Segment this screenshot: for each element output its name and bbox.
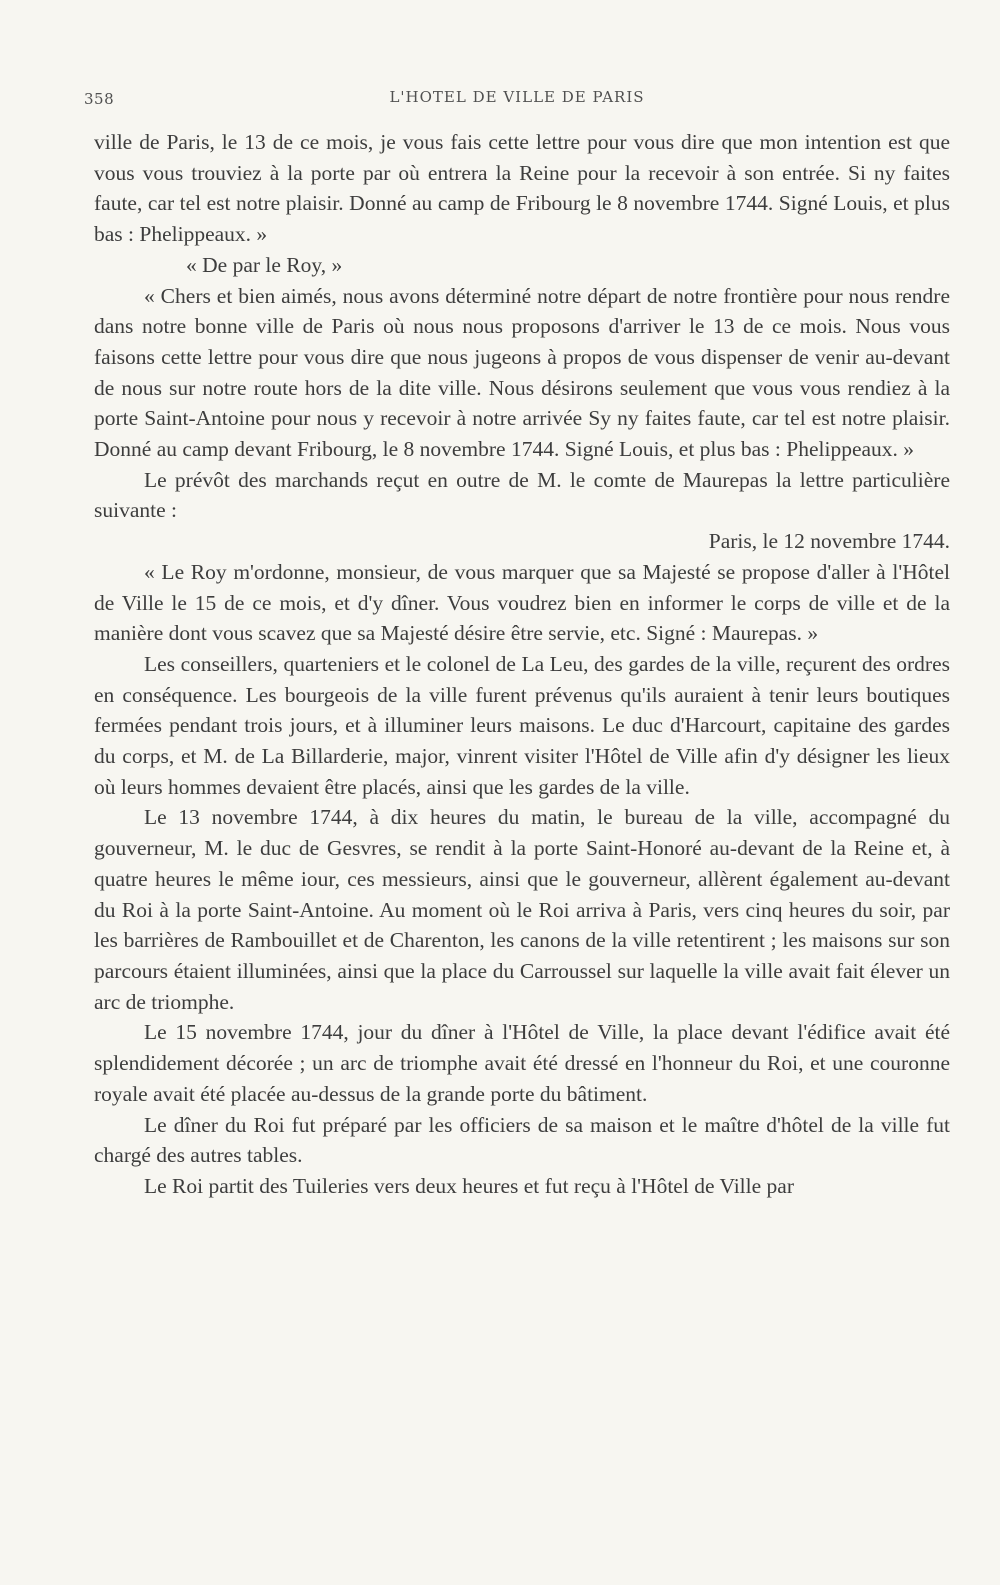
paragraph-conseillers: Les conseillers, quarteniers et le colonel de La Leu, des gardes de la ville, reçurent des ordres en conséquence. Les bourgeois de la ville furent prévenus qu'ils auraient à tenir leurs boutiques fermées pendant trois jours, et à illuminer leurs maisons. Le duc d'Harcourt, capitaine des gardes du corps, et M. de La Billarderie, major, vinrent visiter l'Hôtel de Ville afin d'y désigner les lieux où leurs hommes devaient être placés, ainsi que les gardes de la ville. xyxy=(94,651,950,799)
paragraph-letter-end: ville de Paris, le 13 de ce mois, je vous fais cette lettre pour vous dire que mon intention est que vous vous trouviez à la porte par où entrera la Reine pour la recevoir à son entrée. Si ny faites faute, car tel est notre plaisir. Donné au camp de Fribourg le 8 novembre 1744. Signé Louis, et plus bas : Phelippeaux. » xyxy=(94,130,950,247)
page-number: 358 xyxy=(84,90,115,108)
paragraph-maurepas-letter: « Le Roy m'ordonne, monsieur, de vous marquer que sa Majesté se propose d'aller à l'Hôtel de Ville le 15 de ce mois, et d'y dîner. Vous voudrez bien en informer le corps de ville et de la manière dont vous scavez que sa Majesté désire être servie, etc. Signé : Maurepas. » xyxy=(94,559,950,646)
paragraph-roi-partit: Le Roi partit des Tuileries vers deux heures et fut reçu à l'Hôtel de Ville par xyxy=(144,1173,794,1198)
paragraph-15-novembre: Le 15 novembre 1744, jour du dîner à l'Hôtel de Ville, la place devant l'édifice avait été splendidement décorée ; un arc de triomphe avait été dressé en l'honneur du Roi, et une couronne royale avait été placée au-dessus de la grande porte du bâtiment. xyxy=(94,1020,950,1106)
page-header xyxy=(84,82,950,112)
running-title: L'HOTEL DE VILLE DE PARIS xyxy=(389,88,645,106)
paragraph-13-novembre: Le 13 novembre 1744, à dix heures du matin, le bureau de la ville, accompagné du gouverneur, M. le duc de Gesvres, se rendit à la porte Saint-Honoré au-devant de la Reine et, à quatre heures le même iour, ces messieurs, ainsi que le gouverneur, allèrent également au-devant du Roi à la porte Saint-Antoine. Au moment où le Roi arriva à Paris, vers cinq heures du soir, par les barrières de Rambouillet et de Charenton, les canons de la ville retentirent ; les maisons sur son parcours étaient illuminées, ainsi que la place du Carroussel sur laquelle la ville avait fait élever un arc de triomphe. xyxy=(94,805,950,1014)
letter-dateline: Paris, le 12 novembre 1744. xyxy=(708,529,950,554)
paragraph-de-par-le-roy: « De par le Roy, » xyxy=(186,252,343,277)
paragraph-prevot: Le prévôt des marchands reçut en outre de M. le comte de Maurepas la lettre particulière suivante : xyxy=(94,467,950,523)
paragraph-king-letter: « Chers et bien aimés, nous avons déterminé notre départ de notre frontière pour nous rendre dans notre bonne ville de Paris où nous nous proposons d'arriver le 13 de ce mois. Nous vous faisons cette lettre pour vous dire que nous jugeons à propos de vous dispenser de venir au-devant de nous sur notre route hors de la dite ville. Nous désirons seulement que vous vous rendiez à la porte Saint-Antoine pour nous y recevoir à notre arrivée Sy ny faites faute, car tel est notre plaisir. Donné au camp devant Fribourg, le 8 novembre 1744. Signé Louis, et plus bas : Phelippeaux. » xyxy=(94,283,950,462)
paragraph-diner: Le dîner du Roi fut préparé par les officiers de sa maison et le maître d'hôtel de la ville fut chargé des autres tables. xyxy=(94,1112,950,1168)
body-text xyxy=(94,127,950,1202)
